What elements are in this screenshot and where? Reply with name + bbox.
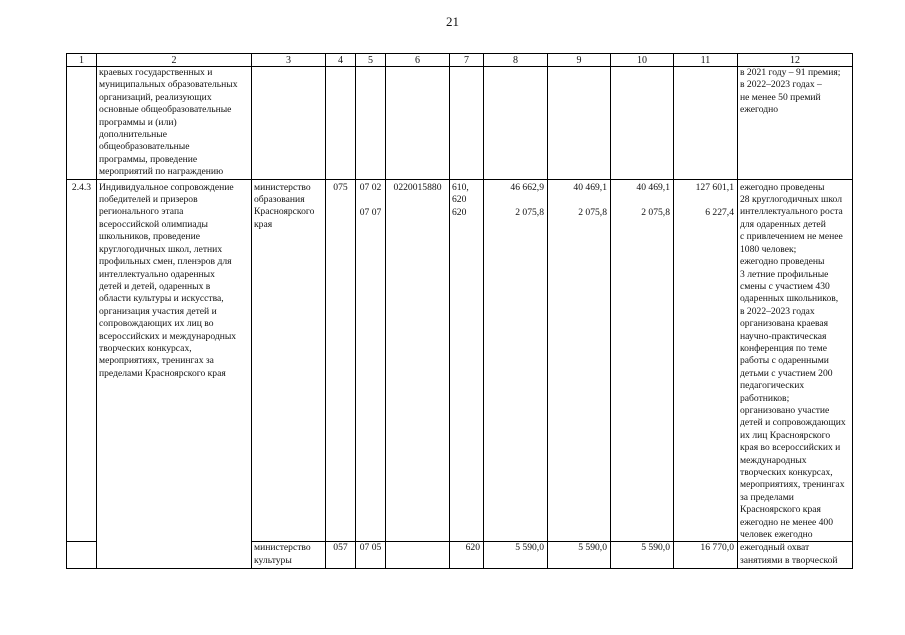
col-header: 1	[67, 54, 97, 67]
amount-2022: 40 469,1	[548, 179, 611, 207]
amount-2022: 5 590,0	[548, 542, 611, 569]
amount-total: 6 227,4	[674, 207, 738, 542]
amount-total: 16 770,0	[674, 542, 738, 569]
col-header: 10	[611, 54, 674, 67]
expected-result: ежегодный охват занятиями в творческой	[738, 542, 853, 569]
responsible-body: министерство культуры	[252, 542, 326, 569]
col-header: 11	[674, 54, 738, 67]
col-header: 7	[450, 54, 484, 67]
budget-table	[66, 53, 853, 569]
header-row	[67, 54, 853, 67]
section-code: 07 05	[356, 542, 386, 569]
responsible-body: министерство образования Красноярского края	[252, 179, 326, 542]
amount-2022: 2 075,8	[548, 207, 611, 542]
expense-type: 620	[450, 207, 484, 542]
expected-result: ежегодно проведены 28 круглогодичных школ интеллектуального роста для одаренных детей с привлечением не менее 1080 человек; ежегодно проведены 3 летние профильные смены с участием 430 одаренных школьников, в 2022–2023 годах организована краевая научно-практическая конференция по теме работы с одаренными детьми с участием 200 педагогических работников; организовано участие детей и сопровождающих их лиц Красноярского края во всероссийских и международных творческих конкурсах, мероприятиях, тренингах за пределами Красноярского края ежегодно не менее 400 человек ежегодно	[738, 179, 853, 542]
gl-code: 057	[326, 542, 356, 569]
gl-code: 075	[326, 179, 356, 542]
item-number: 2.4.3	[67, 179, 97, 542]
col-header: 6	[386, 54, 450, 67]
amount-2023: 40 469,1	[611, 179, 674, 207]
col-header: 2	[97, 54, 252, 67]
activity-description: краевых государственных и муниципальных образовательных организаций, реализующих основные общеобразовательные программы и (или) дополнительные общеобразовательные программы, проведение мероприятий по награждению	[97, 67, 252, 180]
expected-result: в 2021 году – 91 премия; в 2022–2023 годах – не менее 50 премий ежегодно	[738, 67, 853, 180]
activity-description: Индивидуальное сопровождение победителей и призеров регионального этапа всероссийской олимпиады школьников, проведение круглогодичных школ, летних профильных смен, пленэров для интеллектуально одаренных детей и детей, одаренных в области культуры и искусства, организация участия детей и сопровождающих их лиц во всероссийских и международных творческих конкурсах, мероприятиях, тренингах за пределами Красноярского края	[97, 179, 252, 569]
amount-2021: 5 590,0	[484, 542, 548, 569]
target-code	[386, 542, 450, 569]
section-code: 07 02	[356, 179, 386, 207]
expense-type: 610, 620	[450, 179, 484, 207]
target-code: 0220015880	[386, 179, 450, 542]
amount-2021: 46 662,9	[484, 179, 548, 207]
col-header: 9	[548, 54, 611, 67]
page-number: 21	[446, 14, 459, 29]
table-row	[67, 179, 853, 207]
col-header: 8	[484, 54, 548, 67]
col-header: 3	[252, 54, 326, 67]
amount-2023: 2 075,8	[611, 207, 674, 542]
amount-total: 127 601,1	[674, 179, 738, 207]
section-code: 07 07	[356, 207, 386, 542]
table-row	[67, 67, 853, 180]
col-header: 5	[356, 54, 386, 67]
amount-2021: 2 075,8	[484, 207, 548, 542]
col-header: 4	[326, 54, 356, 67]
amount-2023: 5 590,0	[611, 542, 674, 569]
expense-type: 620	[450, 542, 484, 569]
col-header: 12	[738, 54, 853, 67]
